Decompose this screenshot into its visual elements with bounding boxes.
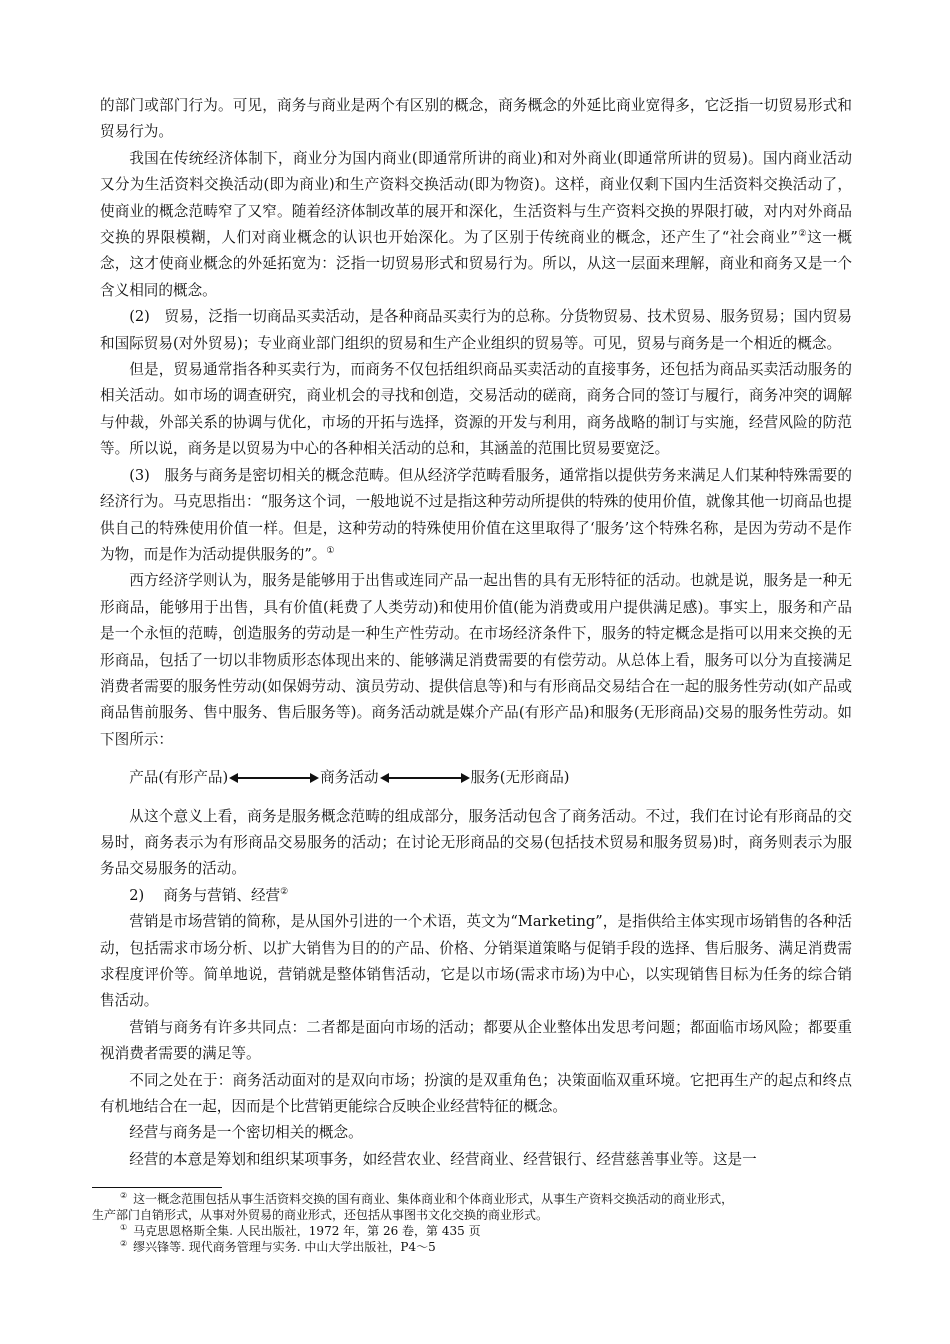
paragraph: 经营与商务是一个密切相关的概念。	[129, 1124, 363, 1142]
paragraph: 经营的本意是筹划和组织某项事务，如经营农业、经营商业、经营银行、经营慈善事业等。这是一	[129, 1150, 757, 1168]
paragraph: 营销与商务有许多共同点：二者都是面向市场的活动；都要从企业整体出发思考问题；都面临市场风险；都要重视消费者需要的满足等。	[100, 1018, 852, 1063]
paragraph-text: 这一概念，这才使商业概念的外延拓宽为：泛指一切贸易形式和贸易行为。所以，从这一层面来理解，商业和商务又是一个含义相同的概念。	[100, 229, 852, 299]
paragraph-text: 我国在传统经济体制下，商业分为国内商业(即通常所讲的商业)和对外商业(即通常所讲的贸易)。国内商业活动又分为生活资料交换活动(即为商业)和生产资料交换活动(即为物资)。这样，商业仅剩下国内生活资料交换活动了，使商业的概念范畴窄了又窄。随着经济体制改革的展开和深化，生活资料与生产资料交换的界限打破，对内对外商品交换的界限模糊，人们对商业概念的认识也开始深化。为了区别于传统商业的概念，还产生了“社会商业”	[100, 149, 852, 247]
paragraph: (2) 贸易，泛指一切商品买卖活动，是各种商品买卖行为的总称。分货物贸易、技术贸易、服务贸易；国内贸易和国际贸易(对外贸易)；专业商业部门组织的贸易和生产企业组织的贸易等。可见，贸易与商务是一个相近的概念。	[100, 308, 852, 352]
paragraph: 西方经济学则认为，服务是能够用于出售或连同产品一起出售的具有无形特征的活动。也就是说，服务是一种无形商品，能够用于出售，具有价值(耗费了人类劳动)和使用价值(能为消费或用户提供满足感)。事实上，服务和产品是一个永恒的范畴，创造服务的劳动是一种生产性劳动。在市场经济条件下，服务的特定概念是指可以用来交换的无形商品，包括了一切以非物质形态体现出来的、能够满足消费需要的有偿劳动。从总体上看，服务可以分为直接满足消费者需要的服务性劳动(如保姆劳动、演员劳动、提供信息等)和与有形商品交易结合在一起的服务性劳动(如产品或商品售前服务、售中服务、售后服务等)。商务活动就是媒介产品(有形产品)和服务(无形商品)交易的服务性劳动。如下图所示：	[100, 572, 852, 748]
paragraph: 从这个意义上看，商务是服务概念范畴的组成部分，服务活动包含了商务活动。不过，我们在讨论有形商品的交易时，商务表示为有形商品交易服务的活动；在讨论无形商品的交易(包括技术贸易和服务贸易)时，商务则表示为服务品交易服务的活动。	[100, 807, 852, 878]
footnote-text: 缪兴锋等. 现代商务管理与实务. 中山大学出版社，P4～5	[133, 1240, 436, 1254]
section-heading	[100, 883, 852, 909]
footnote	[92, 1223, 862, 1239]
footnote-ref: ②	[797, 229, 808, 240]
double-arrow-icon	[231, 777, 317, 779]
paragraph	[100, 146, 852, 304]
double-arrow-icon	[382, 777, 468, 779]
footnote	[92, 1239, 862, 1255]
footnotes	[92, 1191, 862, 1255]
footnote-text: 马克思恩格斯全集. 人民出版社，1972 年，第 26 卷，第 435 页	[133, 1224, 481, 1238]
paragraph: 营销是市场营销的简称，是从国外引进的一个术语，英文为“Marketing”，是指供给主体实现市场销售的各种活动，包括需求市场分析、以扩大销售为目的的产品、价格、分销渠道策略与促销手段的选择、售后服务、满足消费需求程度评价等。简单地说，营销就是整体销售活动，它是以市场(需求市场)为中心，以实现销售目标为任务的综合销售活动。	[100, 913, 852, 1010]
paragraph	[100, 463, 852, 569]
footnote-mark: ②	[120, 1191, 128, 1200]
body-text	[100, 93, 852, 1173]
footnote-mark: ②	[120, 1239, 128, 1248]
paragraph: 的部门或部门行为。可见，商务与商业是两个有区别的概念，商务概念的外延比商业宽得多，它泛指一切贸易形式和贸易行为。	[100, 97, 852, 141]
footnote-ref: ②	[280, 886, 289, 897]
diagram-right-label: 服务(无形商品)	[470, 769, 570, 787]
footnote-ref: ①	[326, 546, 335, 557]
paragraph: 但是，贸易通常指各种买卖行为，而商务不仅包括组织商品买卖活动的直接事务，还包括为商品买卖活动服务的相关活动。如市场的调查研究，商业机会的寻找和创造，交易活动的磋商，商务合同的签订与履行，商务冲突的调解与仲裁，外部关系的协调与优化，市场的开拓与选择，资源的开发与利用，商务战略的制订与实施，经营风险的防范等。所以说，商务是以贸易为中心的各种相关活动的总和，其涵盖的范围比贸易要宽泛。	[100, 361, 852, 458]
paragraph-text: (3) 服务与商务是密切相关的概念范畴。但从经济学范畴看服务，通常指以提供劳务来满足人们某种特殊需要的经济行为。马克思指出：“服务这个词，一般地说不过是指这种劳动所提供的特殊的使用价值，就像其他一切商品也提供自己的特殊使用价值一样。但是，这种劳动的特殊使用价值在这里取得了‘服务’这个特殊名称，是因为劳动不是作为物，而是作为活动提供服务的”。	[100, 466, 852, 563]
flow-diagram	[129, 765, 852, 791]
diagram-left-label: 产品(有形产品)	[129, 769, 229, 787]
footnote	[92, 1191, 862, 1207]
footnote-text: 这一概念范围包括从事生活资料交换的国有商业、集体商业和个体商业形式，从事生产资料交换活动的商业形式，	[133, 1192, 734, 1206]
heading-text: 2) 商务与营销、经营	[129, 886, 281, 904]
paragraph: 不同之处在于：商务活动面对的是双向市场；扮演的是双重角色；决策面临双重环境。它把再生产的起点和终点有机地结合在一起，因而是个比营销更能综合反映企业经营特征的概念。	[100, 1071, 852, 1116]
footnote-continuation: 生产部门自销形式，从事对外贸易的商业形式，还包括从事图书文化交换的商业形式。	[92, 1208, 549, 1222]
diagram-middle-label: 商务活动	[320, 769, 379, 787]
footnote-divider	[92, 1187, 222, 1188]
footnote-mark: ①	[120, 1223, 128, 1232]
